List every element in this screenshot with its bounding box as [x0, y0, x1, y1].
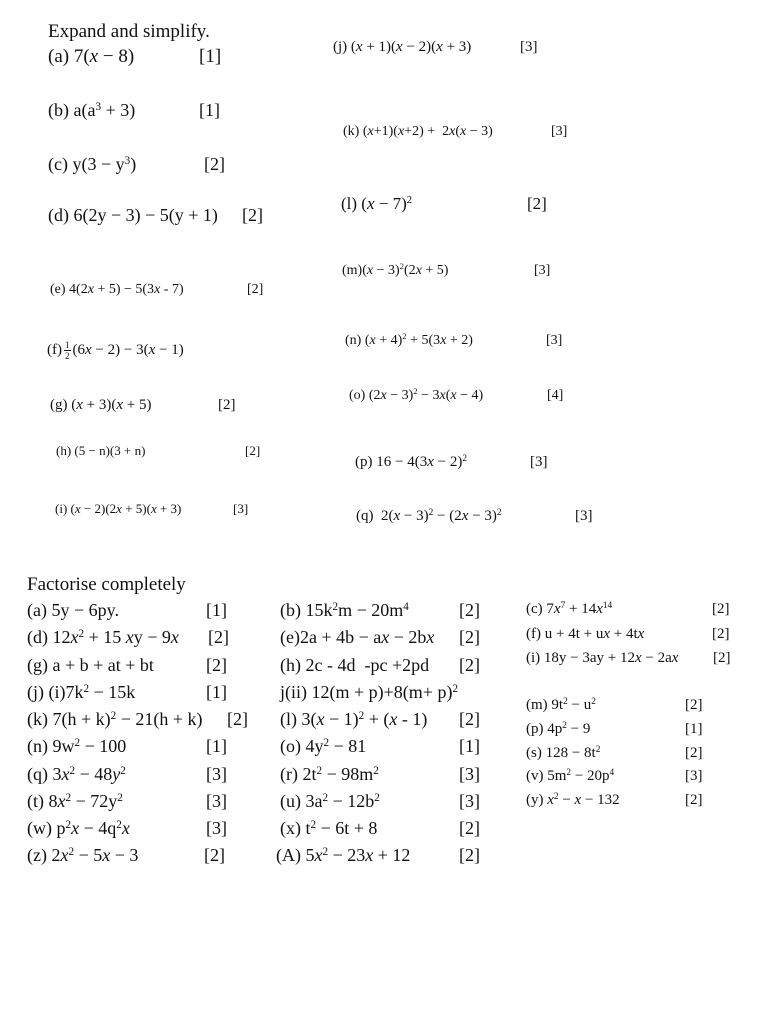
item-mark: [3] [534, 263, 551, 278]
item-mark: [3] [520, 39, 538, 55]
item-mark: [2] [204, 845, 225, 865]
item-label: j(ii) [280, 682, 307, 702]
factorise-item-m: (m) $9t^2 - u^2$ [526, 696, 596, 713]
item-mark: [2] [712, 601, 730, 617]
item-mark: [3] [233, 501, 249, 516]
item-label: (a) [27, 600, 47, 620]
item-label: (c) [526, 601, 543, 617]
item-mark: [2] [713, 650, 731, 666]
item-label: (j) (i) [27, 682, 66, 702]
expand-heading: Expand and simplify. [48, 21, 210, 42]
expand-item-l: (l) $(x - 7)^2$ [341, 194, 413, 213]
item-mark: [1] [459, 736, 480, 756]
expand-item-b: (b) $a(a^3 + 3)$ [48, 100, 136, 120]
item-label: (e) [50, 282, 66, 297]
item-label: (b) [280, 600, 301, 620]
item-label: (a) [48, 46, 70, 67]
item-mark: [2] [685, 745, 703, 761]
expand-item-m: $(m)(x - 3)^2(2x + 5)$ [342, 261, 449, 278]
factorise-item-j-ii: j(ii) $12(m + p)+8(m+ p)^2$ [280, 682, 459, 702]
factorise-heading: Factorise completely [27, 574, 186, 595]
item-label: (d) [27, 627, 48, 647]
factorise-item-c: (c) $7x^7 + 14x^{14}$ [526, 600, 613, 617]
factorise-item-n: (n) $9w^2 - 100$ [27, 736, 127, 756]
item-mark: [2] [459, 709, 480, 729]
factorise-item-r: (r) $2t^2 - 98m^2$ [280, 764, 379, 784]
item-mark: [3] [206, 764, 227, 784]
item-label: (w) [27, 818, 52, 838]
item-mark: [2] [206, 655, 227, 675]
item-label: (l) [341, 194, 358, 213]
item-mark: [2] [527, 194, 547, 213]
item-label: (f) [526, 626, 541, 642]
factorise-item-h: (h) 2c - 4d -pc +2pd [280, 655, 430, 675]
item-mark: [1] [206, 736, 227, 756]
item-label: (b) [48, 100, 69, 120]
factorise-item-o: (o) $4y^2 - 81$ [280, 736, 367, 756]
item-label: (l) [280, 709, 297, 729]
item-mark: [1] [199, 46, 222, 67]
item-label: (o) [280, 736, 301, 756]
expand-item-h: (h) (5 − n)(3 + n) [56, 443, 146, 458]
item-label: (A) [276, 845, 301, 865]
item-label: (v) [526, 768, 544, 784]
factorise-item-i: (i) 18y − 3ay + 12x − 2ax [526, 650, 679, 666]
item-label: (s) [526, 745, 542, 761]
expand-item-c: (c) $y(3 - y^3)$ [48, 154, 137, 174]
item-mark: [1] [199, 100, 220, 120]
item-label: (k) [343, 124, 360, 139]
item-mark: [2] [208, 627, 229, 647]
expand-item-d: (d) 6(2y − 3) − 5(y + 1) [48, 205, 218, 225]
expand-item-n: (n) $(x + 4)^2 + 5(3x + 2)$ [345, 331, 473, 348]
item-label: (c) [48, 154, 68, 174]
item-mark: [4] [547, 388, 564, 403]
factorise-item-g: (g) a + b + at + bt [27, 655, 154, 675]
factorise-item-f: (f) u + 4t + ux + 4tx [526, 626, 645, 642]
item-mark: [3] [551, 124, 568, 139]
item-label: (r) [280, 764, 298, 784]
item-mark: [1] [685, 721, 703, 737]
factorise-item-z: (z) $2x^2 - 5x - 3$ [27, 845, 139, 865]
expand-item-j: (j) (x + 1)(x − 2)(x + 3) [333, 39, 472, 55]
item-mark: [2] [459, 600, 480, 620]
item-mark: [2] [459, 818, 480, 838]
item-mark: [1] [206, 682, 227, 702]
expand-item-o: (o) $(2x - 3)^2 - 3x(x - 4)$ [349, 386, 484, 403]
item-label: (h) [56, 443, 72, 458]
item-mark: [2] [459, 655, 480, 675]
item-mark: [2] [227, 709, 248, 729]
item-mark: [2] [204, 154, 225, 174]
item-mark: [3] [546, 333, 563, 348]
item-label: (z) [27, 845, 47, 865]
item-label: (y) [526, 792, 544, 808]
factorise-item-j-i: (j) $(i)7k^2 - 15k$ [27, 682, 136, 702]
item-label: (m) [342, 263, 363, 278]
item-mark: [2] [247, 282, 264, 297]
item-label: (k) [27, 709, 48, 729]
expand-item-f: (f) $\frac{1}{2}$ (6x − 2) − 3(x − 1) [47, 340, 184, 361]
item-label: (q) [356, 508, 374, 524]
item-label: (j) [333, 39, 348, 55]
factorise-item-k: (k) $7(h + k)^2 - 21(h + k)$ [27, 709, 203, 729]
expand-item-k: (k) (x+1)(x+2) + 2x(x − 3) [343, 124, 493, 139]
item-mark: [2] [685, 792, 703, 808]
item-mark: [2] [685, 697, 703, 713]
factorise-item-b: (b) $15k^2m - 20m^4$ [280, 600, 409, 620]
fraction: $\frac{1}{2}$ [65, 340, 70, 361]
factorise-item-e: (e)2a + 4b − ax − 2bx [280, 627, 435, 647]
item-label: (i) [55, 501, 68, 516]
item-mark: [3] [575, 508, 593, 524]
item-label: (d) [48, 205, 69, 225]
item-mark: [2] [459, 845, 480, 865]
item-mark: [3] [685, 768, 703, 784]
item-mark: [1] [206, 600, 227, 620]
factorise-item-l: (l) $3(x - 1)^2 + (x - 1)$ [280, 709, 428, 729]
expand-item-i: (i) (x − 2)(2x + 5)(x + 3) [55, 501, 182, 516]
item-mark: [3] [206, 791, 227, 811]
item-label: (h) [280, 655, 301, 675]
item-label: (f) [47, 341, 62, 358]
item-mark: [2] [245, 443, 261, 458]
item-mark: [3] [530, 454, 548, 470]
expand-item-g: (g) (x + 3)(x + 5) [50, 397, 152, 413]
item-label: (e) [280, 627, 300, 647]
item-label: (u) [280, 791, 301, 811]
item-label: (g) [50, 397, 68, 413]
item-label: (p) [355, 454, 373, 470]
expand-item-e: (e) 4(2x + 5) − 5(3x - 7) [50, 282, 184, 297]
item-mark: [3] [459, 764, 480, 784]
item-label: (x) [280, 818, 301, 838]
factorise-item-u: (u) $3a^2 - 12b^2$ [280, 791, 380, 811]
expand-item-a: (a) 7(x − 8) [48, 46, 135, 67]
item-label: (p) [526, 721, 544, 737]
item-label: (n) [345, 333, 362, 348]
factorise-item-d: (d) $12x^2 + 15$ xy − 9x [27, 627, 179, 647]
item-mark: [2] [242, 205, 263, 225]
item-mark: [2] [218, 397, 236, 413]
item-label: (t) [27, 791, 44, 811]
item-mark: [3] [206, 818, 227, 838]
expand-item-q: (q) $2(x - 3)^2 - (2x - 3)^2$ [356, 507, 502, 524]
factorise-item-q: (q) $3x^2 - 48y^2$ [27, 764, 126, 784]
expand-item-p: (p) $16 - 4(3x - 2)^2$ [355, 453, 468, 470]
item-label: (o) [349, 388, 366, 403]
item-label: (n) [27, 736, 48, 756]
item-mark: [2] [459, 627, 480, 647]
factorise-item-s: (s) $128 - 8t^2$ [526, 744, 601, 761]
factorise-item-y: (y) $x^2 - x - 132$ [526, 791, 620, 808]
item-label: (i) [526, 650, 541, 666]
factorise-item-a: (a) 5y − 6py. [27, 600, 119, 620]
item-label: (q) [27, 764, 48, 784]
item-mark: [2] [712, 626, 730, 642]
factorise-item-t: (t) $8x^2 - 72y^2$ [27, 791, 123, 811]
factorise-item-x: (x) $t^2 - 6t + 8$ [280, 818, 378, 838]
factorise-item-A: (A) $5x^2 - 23x + 12$ [276, 845, 411, 865]
factorise-item-v: (v) $5m^2 - 20p^4$ [526, 767, 615, 784]
factorise-item-w: (w) $p^2x - 4q^2x$ [27, 818, 130, 838]
item-label: (g) [27, 655, 48, 675]
item-mark: [3] [459, 791, 480, 811]
factorise-item-p: (p) $4p^2 - 9$ [526, 720, 591, 737]
item-label: (m) [526, 697, 548, 713]
